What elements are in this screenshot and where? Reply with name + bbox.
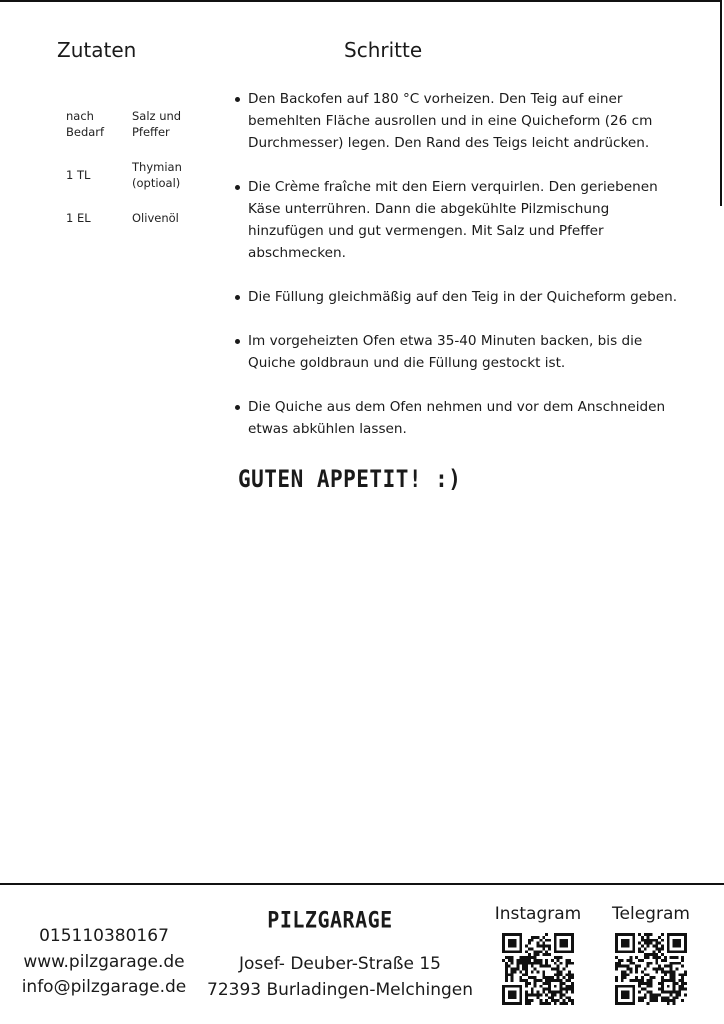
step-item — [233, 88, 683, 154]
step-item — [233, 396, 683, 440]
website-link[interactable]: www.pilzgarage.de — [23, 951, 185, 972]
instagram-qr-code-icon[interactable] — [502, 933, 574, 1005]
footer-divider — [0, 883, 724, 885]
bullet-icon — [235, 405, 240, 410]
ingredient-quantity: 1 TL — [66, 168, 91, 182]
ingredient-quantity: nach Bedarf — [66, 109, 105, 139]
ingredients-heading: Zutaten — [57, 38, 137, 62]
steps-list — [233, 88, 683, 462]
step-item — [233, 286, 683, 308]
instagram-label: Instagram — [494, 904, 582, 924]
step-text: Die Crème fraîche mit den Eiern verquirlen. Den geriebenen Käse unterrühren. Dann die abgekühlte Pilzmischung hinzufügen und gut vermengen. Mit Salz und Pfeffer abschmecken. — [248, 179, 658, 261]
address-street: Josef- Deuber-Straße 15 — [239, 954, 441, 974]
phone-number: 015110380167 — [39, 926, 169, 946]
step-text: Den Backofen auf 180 °C vorheizen. Den Teig auf einer bemehlten Fläche ausrollen und in eine Quicheform (26 cm Durchmesser) legen. Den Rand des Teigs leicht andrücken. — [248, 91, 653, 151]
email-link[interactable]: info@pilzgarage.de — [21, 977, 187, 997]
ingredient-name: Olivenöl — [132, 211, 179, 225]
step-text: Im vorgeheizten Ofen etwa 35-40 Minuten backen, bis die Quiche goldbraun und die Füllung gestockt ist. — [248, 333, 643, 371]
ingredient-name: Salz und Pfeffer — [132, 109, 182, 139]
contact-block — [14, 924, 194, 1001]
address-city: 72393 Burladingen-Melchingen — [207, 979, 473, 1000]
step-item — [233, 176, 683, 264]
address-block — [200, 952, 480, 1003]
steps-heading: Schritte — [344, 38, 423, 62]
bullet-icon — [235, 97, 240, 102]
bullet-icon — [235, 295, 240, 300]
step-text: Die Quiche aus dem Ofen nehmen und vor dem Anschneiden etwas abkühlen lassen. — [248, 399, 666, 437]
step-item — [233, 330, 683, 374]
telegram-label: Telegram — [612, 904, 690, 924]
instagram-block — [483, 903, 593, 1005]
telegram-qr-code-icon[interactable] — [615, 933, 687, 1005]
bullet-icon — [235, 339, 240, 344]
page-border-top — [0, 0, 722, 2]
telegram-block — [596, 903, 706, 1005]
ingredient-name: Thymian (optioal) — [132, 160, 182, 190]
bullet-icon — [235, 185, 240, 190]
closing-text: GUTEN APPETIT! :) — [238, 465, 462, 493]
brand-name: PILZGARAGE — [267, 906, 393, 934]
page-border-right — [720, 0, 722, 206]
ingredient-quantity: 1 EL — [66, 211, 91, 225]
step-text: Die Füllung gleichmäßig auf den Teig in der Quicheform geben. — [248, 289, 678, 305]
